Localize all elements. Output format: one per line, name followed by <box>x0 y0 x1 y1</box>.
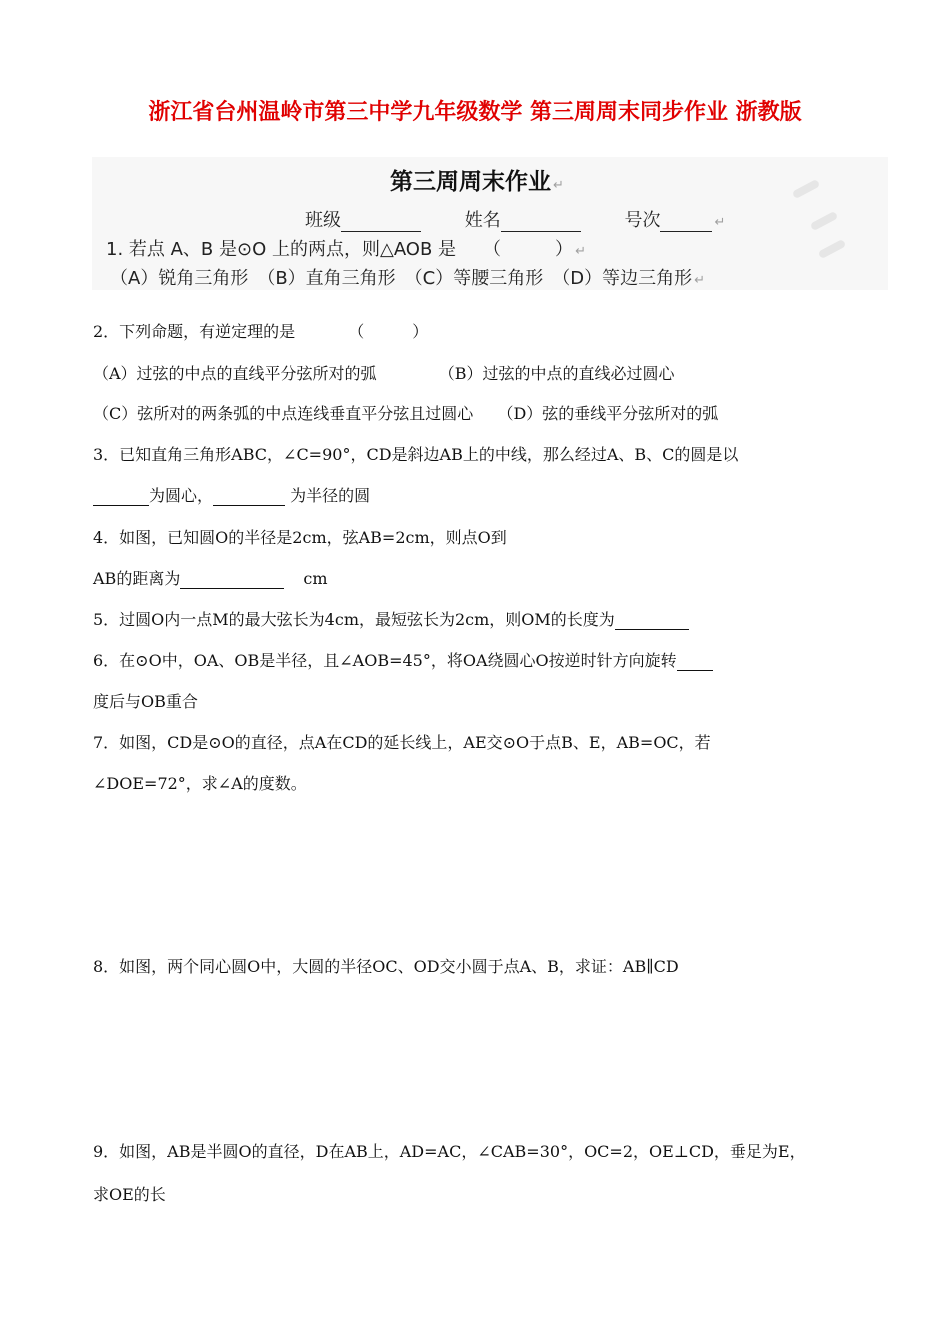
option-c: （C）弦所对的两条弧的中点连线垂直平分弦且过圆心 <box>93 404 474 423</box>
radius-blank <box>213 489 285 506</box>
question-6-line-2: 度后与OB重合 <box>93 692 198 711</box>
distance-blank <box>180 572 284 589</box>
degree-blank <box>677 654 713 671</box>
class-label: 班级 <box>305 210 341 231</box>
question-7-line-1: 7．如图，CD是⊙O的直径，点A在CD的延长线上，AE交⊙O于点B、E，AB=OC，若 <box>93 733 711 752</box>
student-info-fields: 班级 姓名 号次 ↵ <box>305 210 726 231</box>
question-4-line-2: AB的距离为 cm <box>93 569 328 588</box>
question-4-line-1: 4．如图，已知圆O的半径是2cm，弦AB=2cm，则点O到 <box>93 528 507 547</box>
watermark-mark <box>792 179 820 199</box>
watermark-mark <box>810 211 838 231</box>
number-label: 号次 <box>624 210 661 231</box>
document-title: 浙江省台州温岭市第三中学九年级数学 第三周周末同步作业 浙教版 <box>148 100 802 125</box>
question-2: 2．下列命题，有逆定理的是 （ ） <box>93 322 429 341</box>
question-3-line-1: 3．已知直角三角形ABC，∠C=90°，CD是斜边AB上的中线，那么经过A、B、C的圆是以 <box>93 445 739 464</box>
watermark-mark <box>818 239 846 259</box>
question-6-line-1: 6．在⊙O中，OA、OB是半径，且∠AOB=45°，将OA绕圆心O按逆时针方向旋转 <box>93 651 713 671</box>
question-9-line-2: 求OE的长 <box>93 1185 166 1204</box>
question-1: 1. 若点 A、B 是⊙O 上的两点，则△AOB 是 （ ） ↵ <box>106 239 586 260</box>
question-7-line-2: ∠DOE=72°，求∠A的度数。 <box>93 774 307 793</box>
option-a: （A）过弦的中点的直线平分弦所对的弧 <box>93 364 377 383</box>
question-8: 8．如图，两个同心圆O中，大圆的半径OC、OD交小圆于点A、B，求证：AB∥CD <box>93 957 679 976</box>
question-2-options-ab <box>93 364 675 384</box>
question-5: 5．过圆O内一点M的最大弦长为4cm，最短弦长为2cm，则OM的长度为 <box>93 610 689 630</box>
question-9-line-1: 9．如图，AB是半圆O的直径，D在AB上，AD=AC，∠CAB=30°，OC=2，OE⊥CD，垂足为E， <box>93 1142 806 1161</box>
om-blank <box>615 613 689 630</box>
number-blank <box>660 213 712 232</box>
option-d: （D）弦的垂线平分弦所对的弧 <box>497 404 719 423</box>
scanned-header-image <box>92 157 888 290</box>
question-2-options-cd <box>93 404 718 424</box>
center-blank <box>93 489 149 506</box>
question-1-options: （A）锐角三角形 （B）直角三角形 （C）等腰三角形 （D）等边三角形 ↵ <box>110 268 705 289</box>
question-3-line-2: 为圆心， 为半径的圆 <box>93 486 370 506</box>
class-blank <box>341 213 421 232</box>
option-b: （B）过弦的中点的直线必过圆心 <box>438 364 675 383</box>
name-blank <box>501 213 581 232</box>
homework-title: 第三周周末作业 ↵ <box>390 169 564 195</box>
name-label: 姓名 <box>464 210 501 231</box>
